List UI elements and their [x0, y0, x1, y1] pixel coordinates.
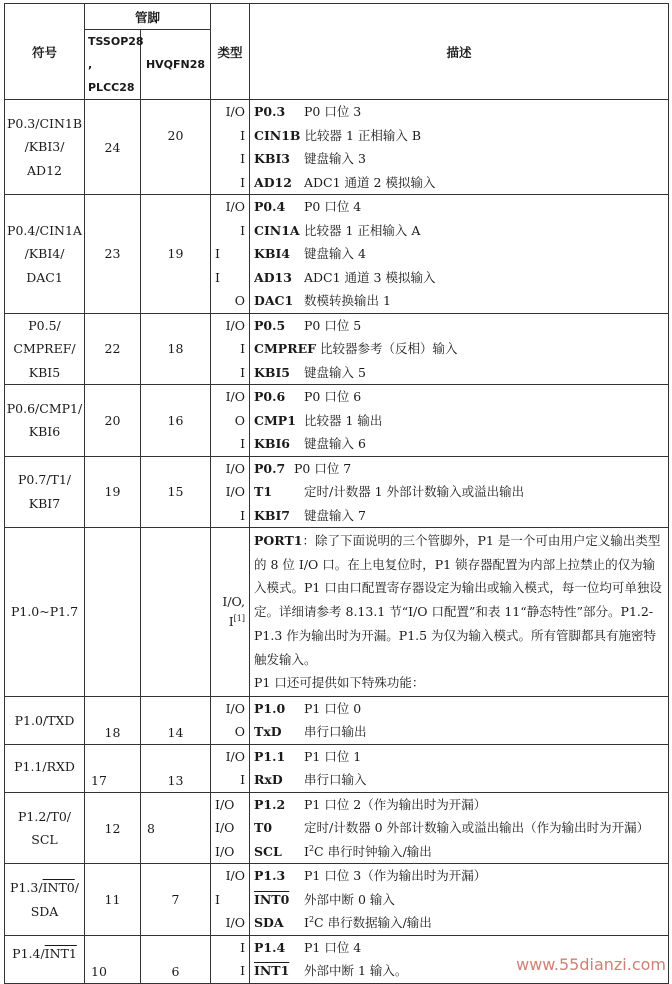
type-cell	[211, 864, 250, 936]
desc-key: KBI3	[254, 151, 290, 166]
desc-text: C 串行数据输入/输出	[314, 915, 432, 931]
desc-text: P0 口位 4	[304, 199, 362, 214]
desc-text: P1 口位 0	[304, 700, 362, 716]
desc-text: 键盘输入 3	[304, 151, 366, 166]
description-cell	[250, 195, 669, 314]
description-cell	[250, 792, 669, 864]
desc-key: P0.5	[254, 317, 286, 333]
hvqfn-pin	[141, 528, 211, 697]
desc-text: P1 口位 3（作为输出时为开漏）	[304, 868, 487, 884]
symbol-line: DAC1	[26, 269, 63, 285]
desc-text: C 串行时钟输入/输出	[314, 843, 432, 859]
type-value: I/O	[225, 199, 246, 214]
desc-text: 比较器参考（反相）输入	[319, 341, 458, 356]
desc-text: I	[304, 915, 309, 931]
desc-text: P1 口还可提供如下特殊功能：	[254, 675, 425, 691]
symbol-line: KBI7	[28, 495, 61, 511]
symbol-line: AD12	[27, 162, 62, 178]
table-row	[5, 100, 669, 195]
tssop-pin: 22	[85, 313, 141, 385]
hvqfn-pin: 19	[141, 195, 211, 314]
hvqfn-pin: 15	[141, 456, 211, 528]
symbol-cell	[5, 456, 85, 528]
header-symbol: 符号	[5, 4, 85, 100]
type-value: I	[215, 891, 220, 907]
superscript: 2	[308, 915, 315, 925]
symbol-cell	[5, 792, 85, 864]
desc-key: P1.1	[254, 748, 286, 764]
desc-text: ：除了下面说明的三个管脚外，P1 是一个可由用户定义输出类型的 8 位 I/O 口。在上电复位时，P1 锁存器配置为内部上拉禁止的仅为输入模式。P1 口由口配置寄存器设定为输出或输入模式，每一位均可单独设定。详细请参考 8.13.1 节“I/O 口配置”和表 11“静态特性”部分。P1.2-P1.3 作为输出时为开漏。P1.5 为仅为输入模式。所有管脚都具有施密特触发输入。	[254, 533, 662, 667]
desc-key: INT0	[254, 891, 290, 907]
type-value: I	[240, 364, 246, 380]
symbol-line: SCL	[31, 832, 58, 848]
symbol-line: SDA	[30, 903, 59, 919]
symbol-part: /	[74, 880, 79, 896]
type-value: I/O	[215, 796, 235, 812]
type-cell	[211, 456, 250, 528]
desc-key: P1.4	[254, 939, 286, 955]
symbol-part: P1.3/	[10, 880, 43, 896]
header-type: 类型	[211, 4, 250, 100]
header-tssop-line1: TSSOP28	[88, 35, 144, 48]
desc-text: P1 口位 1	[304, 748, 362, 764]
table-row	[5, 456, 669, 528]
symbol-line: P1.0/TXD	[14, 712, 75, 728]
desc-key: DAC1	[254, 293, 294, 308]
description-cell	[250, 456, 669, 528]
desc-key: SDA	[254, 915, 284, 931]
tssop-pin: 18	[85, 696, 141, 744]
symbol-line: P0.5/	[28, 317, 61, 333]
symbol-line: CMPREF/	[13, 341, 76, 356]
desc-key: T0	[254, 820, 273, 836]
symbol-overline: INT0	[42, 880, 75, 896]
table-row	[5, 385, 669, 457]
type-cell	[211, 528, 250, 697]
hvqfn-pin: 20	[141, 100, 211, 195]
type-value: I/O	[225, 748, 246, 764]
table-row	[5, 744, 669, 792]
type-value: I/O	[225, 868, 246, 884]
desc-text: 键盘输入 4	[304, 246, 366, 261]
hvqfn-pin: 14	[141, 696, 211, 744]
superscript: 2	[308, 843, 315, 853]
desc-key: KBI4	[254, 246, 290, 261]
symbol-line: P0.4/CIN1A	[7, 222, 82, 238]
desc-text: 定时/计数器 0 外部计数输入或溢出输出（作为输出时为开漏）	[304, 820, 650, 836]
desc-key: P0.6	[254, 389, 286, 404]
table-row	[5, 696, 669, 744]
type-value: I	[240, 963, 246, 979]
tssop-pin: 24	[85, 100, 141, 195]
desc-text: 外部中断 1 输入。	[304, 963, 408, 979]
desc-key: AD12	[254, 174, 292, 190]
desc-text: 比较器 1 正相输入 B	[304, 127, 422, 143]
symbol-line: P0.7/T1/	[17, 472, 71, 488]
symbol-line: /KBI3/	[24, 139, 65, 155]
desc-text: P1 口位 2（作为输出时为开漏）	[304, 796, 487, 812]
type-cell	[211, 696, 250, 744]
tssop-pin: 10	[85, 935, 141, 983]
type-value: O	[234, 293, 246, 308]
type-value: I	[228, 613, 234, 629]
symbol-cell	[5, 528, 85, 697]
table-row	[5, 313, 669, 385]
desc-key: T1	[254, 484, 273, 499]
header-hvqfn: HVQFN28	[141, 30, 211, 100]
desc-text: 比较器 1 正相输入 A	[304, 222, 421, 238]
tssop-pin: 19	[85, 456, 141, 528]
description-cell	[250, 528, 669, 697]
type-value: I/O	[225, 460, 246, 476]
desc-key: P0.3	[254, 104, 286, 119]
header-pins: 管脚	[85, 4, 211, 30]
symbol-line: P1.1/RXD	[14, 758, 75, 774]
tssop-pin: 17	[85, 744, 141, 792]
desc-text: I	[304, 843, 309, 859]
desc-text: ADC1 通道 3 模拟输入	[304, 269, 436, 285]
type-value: I	[215, 269, 220, 285]
desc-key: P0.7	[254, 460, 286, 476]
symbol-cell	[5, 313, 85, 385]
desc-text: 串行口输入	[304, 772, 367, 788]
type-value: I/O	[215, 820, 235, 836]
desc-key: KBI5	[254, 364, 290, 380]
desc-text: P0 口位 7	[294, 460, 352, 476]
description-cell	[250, 696, 669, 744]
desc-key: CMPREF	[254, 341, 316, 356]
type-cell	[211, 935, 250, 983]
type-value: I	[240, 772, 246, 788]
desc-text: 比较器 1 输出	[304, 412, 383, 428]
description-cell	[250, 864, 669, 936]
tssop-pin	[85, 528, 141, 697]
desc-text: 键盘输入 5	[304, 364, 366, 380]
description-cell	[250, 744, 669, 792]
desc-key: KBI7	[254, 507, 290, 523]
table-row	[5, 864, 669, 936]
type-value: I	[240, 127, 246, 143]
desc-key: TxD	[254, 724, 282, 740]
type-value: I	[240, 341, 246, 356]
header-tssop-line2: , PLCC28	[88, 58, 135, 94]
desc-text: 数模转换输出 1	[304, 293, 391, 308]
desc-text: 定时/计数器 1 外部计数输入或溢出输出	[304, 484, 525, 499]
type-value: I/O,	[222, 593, 246, 609]
table-row	[5, 195, 669, 314]
desc-key: CIN1B	[254, 127, 301, 143]
watermark: www.55dianzi.com	[516, 955, 666, 974]
type-cell	[211, 792, 250, 864]
desc-text: P0 口位 6	[304, 389, 362, 404]
type-value: I	[240, 507, 246, 523]
description-cell	[250, 385, 669, 457]
desc-key: CIN1A	[254, 222, 300, 238]
type-value: I	[240, 174, 246, 190]
desc-key: P1.3	[254, 868, 286, 884]
symbol-line: P1.2/T0/	[17, 808, 71, 824]
type-value: I/O	[225, 104, 246, 119]
type-cell	[211, 385, 250, 457]
symbol-line	[5, 876, 84, 900]
symbol-line: KBI6	[28, 424, 61, 440]
type-cell	[211, 100, 250, 195]
description-cell	[250, 100, 669, 195]
desc-key: PORT1	[254, 533, 303, 548]
desc-key: CMP1	[254, 412, 296, 428]
hvqfn-pin: 6	[141, 935, 211, 983]
type-cell	[211, 195, 250, 314]
symbol-overline: INT1	[44, 945, 77, 961]
hvqfn-pin: 13	[141, 744, 211, 792]
hvqfn-pin: 18	[141, 313, 211, 385]
desc-text: 键盘输入 7	[304, 507, 366, 523]
desc-key: P1.0	[254, 700, 286, 716]
symbol-cell	[5, 935, 85, 983]
type-value: I/O	[215, 843, 235, 859]
hvqfn-pin: 16	[141, 385, 211, 457]
symbol-cell	[5, 696, 85, 744]
desc-key: P1.2	[254, 796, 286, 812]
type-value: I	[240, 222, 246, 238]
symbol-line	[5, 942, 84, 966]
tssop-pin: 23	[85, 195, 141, 314]
header-tssop	[85, 30, 144, 100]
symbol-cell	[5, 744, 85, 792]
footnote-mark: [1]	[233, 613, 246, 623]
desc-text: 串行口输出	[304, 724, 367, 740]
symbol-cell	[5, 100, 85, 195]
tssop-pin: 20	[85, 385, 141, 457]
desc-key: RxD	[254, 772, 283, 788]
type-value: I	[240, 939, 246, 955]
type-value: O	[234, 724, 246, 740]
desc-key: INT1	[254, 963, 290, 979]
hvqfn-pin: 8	[141, 792, 211, 864]
desc-text: 外部中断 0 输入	[304, 891, 395, 907]
desc-text: P1 口位 4	[304, 939, 362, 955]
desc-key: AD13	[254, 269, 292, 285]
desc-text: ADC1 通道 2 模拟输入	[304, 174, 436, 190]
description-cell	[250, 313, 669, 385]
table-row	[5, 528, 669, 697]
tssop-pin: 11	[85, 864, 141, 936]
type-value: O	[234, 412, 246, 428]
type-cell	[211, 744, 250, 792]
type-value: I/O	[225, 700, 246, 716]
desc-key: P0.4	[254, 199, 286, 214]
symbol-line: /KBI4/	[24, 246, 65, 261]
hvqfn-pin: 7	[141, 864, 211, 936]
pin-description-table	[4, 3, 669, 984]
symbol-cell	[5, 864, 85, 936]
symbol-line: P0.3/CIN1B	[6, 115, 83, 131]
symbol-line: KBI5	[28, 364, 61, 380]
symbol-line: P1.0~P1.7	[10, 604, 79, 620]
symbol-cell	[5, 385, 85, 457]
desc-key: KBI6	[254, 436, 290, 451]
type-value: I/O	[225, 915, 246, 931]
type-value: I	[240, 436, 246, 451]
symbol-cell	[5, 195, 85, 314]
desc-text: P0 口位 3	[304, 104, 362, 119]
header-description: 描述	[250, 4, 669, 100]
desc-text: P0 口位 5	[304, 317, 362, 333]
type-value: I	[240, 151, 246, 166]
type-cell	[211, 313, 250, 385]
type-value: I	[215, 246, 220, 261]
type-value: I/O	[225, 389, 246, 404]
type-value: I/O	[225, 317, 246, 333]
desc-text: 键盘输入 6	[304, 436, 366, 451]
type-value: I/O	[225, 484, 246, 499]
symbol-part: P1.4/	[12, 945, 45, 961]
symbol-line: P0.6/CMP1/	[6, 400, 83, 416]
desc-key: SCL	[254, 843, 282, 859]
tssop-pin: 12	[85, 792, 141, 864]
table-row	[5, 792, 669, 864]
